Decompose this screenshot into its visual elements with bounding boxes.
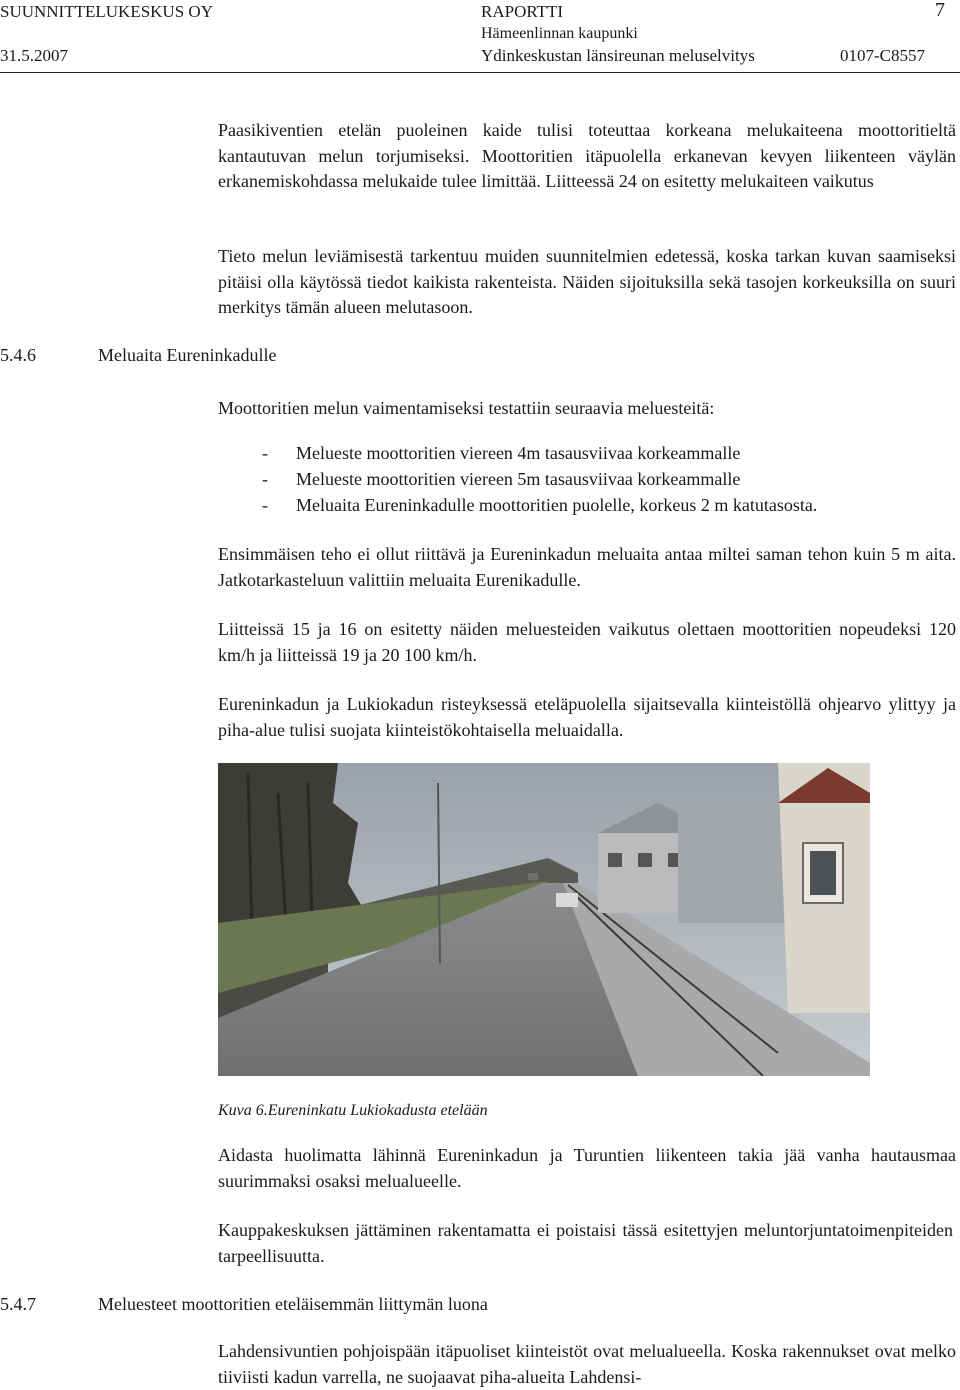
figure-caption: Kuva 6.Eureninkatu Lukiokadusta etelään	[218, 1102, 488, 1119]
section-heading-5-4-7	[0, 1293, 488, 1315]
paragraph-aidasta: Aidasta huolimatta lähinnä Eureninkadun ja Turuntien liikenteen takia jää vanha hautausmaa suurimmaksi osaksi melualueelle.	[218, 1145, 956, 1191]
paragraph-tieto-melun: Tieto melun leviämisestä tarkentuu muiden suunnitelmien edetessä, koska tarkan kuvan saamiseksi pitäisi olla käytössä tiedot kaikista rakenteista. Näiden sijoituksilla sekä tasojen korkeuksilla on suuri merkitys tämän alueen melutasoon.	[218, 246, 956, 317]
paragraph-testattiin: Moottoritien melun vaimentamiseksi testattiin seuraavia meluesteitä:	[218, 398, 715, 418]
list-item-text: Melueste moottoritien viereen 4m tasausviivaa korkeammalle	[296, 443, 741, 463]
header-project-code: 0107-C8557	[840, 46, 925, 65]
list-item	[262, 492, 817, 518]
paragraph-liitteissa: Liitteissä 15 ja 16 on esitetty näiden meluesteiden vaikutus olettaen moottoritien nopeudeksi 120 km/h ja liitteissä 19 ja 20 100 km/h.	[218, 619, 956, 665]
street-photo	[218, 763, 870, 1076]
list-item-text: Melueste moottoritien viereen 5m tasausviivaa korkeammalle	[296, 469, 741, 489]
header-client: Hämeenlinnan kaupunki	[481, 25, 638, 42]
header-doc-type: RAPORTTI	[481, 2, 564, 21]
list-dash: -	[262, 469, 268, 489]
paragraph-lahdensivuntien: Lahdensivuntien pohjoispään itäpuoliset kiinteistöt ovat melualueella. Koska rakennukset ovat melko tiiviisti kadun varrella, ne suojaavat piha-alueita Lahdensi-	[218, 1341, 956, 1387]
list-dash: -	[262, 495, 268, 515]
section-number: 5.4.6	[0, 345, 36, 365]
paragraph-eureninkadun: Eureninkadun ja Lukiokadun risteyksessä eteläpuolella sijaitsevalla kiinteistöllä ohjearvo ylittyy ja piha-alue tulisi suojata kiinteistökohtaisella meluaidalla.	[218, 694, 956, 740]
header-divider	[0, 72, 960, 73]
paragraph-melukaide: Paasikiventien etelän puoleinen kaide tulisi toteuttaa korkeana melukaiteena moottoritieltä kantautuvan melun torjumiseksi. Moottoritien itäpuolella erkanevan kevyen liikenteen väylän erkanemiskohdassa melukaide tulee limittää. Liitteessä 24 on esitetty melukaiteen vaikutus	[218, 120, 956, 191]
paragraph-kauppakeskuksen: Kauppakeskuksen jättäminen rakentamatta ei poistaisi tässä esitettyjen meluntorjuntatoimenpiteiden tarpeellisuutta.	[218, 1220, 953, 1266]
paragraph-ensimmaisen: Ensimmäisen teho ei ollut riittävä ja Eureninkadun meluaita antaa miltei saman tehon kuin 5 m aita. Jatkotarkasteluun valittiin meluaita Eurenikadulle.	[218, 544, 956, 590]
list-dash: -	[262, 443, 268, 463]
noise-barrier-list	[262, 440, 817, 518]
section-number: 5.4.7	[0, 1294, 36, 1314]
header-company: SUUNNITTELUKESKUS OY	[0, 2, 213, 21]
section-title: Meluesteet moottoritien eteläisemmän liittymän luona	[98, 1294, 488, 1314]
header-subject: Ydinkeskustan länsireunan meluselvitys	[481, 46, 755, 65]
list-item	[262, 466, 817, 492]
list-item-text: Meluaita Eureninkadulle moottoritien puolelle, korkeus 2 m katutasosta.	[296, 495, 818, 515]
section-title: Meluaita Eureninkadulle	[98, 345, 277, 365]
list-item	[262, 440, 817, 466]
section-heading-5-4-6	[0, 344, 276, 366]
header-date: 31.5.2007	[0, 46, 68, 65]
header-page-number: 7	[935, 0, 945, 21]
